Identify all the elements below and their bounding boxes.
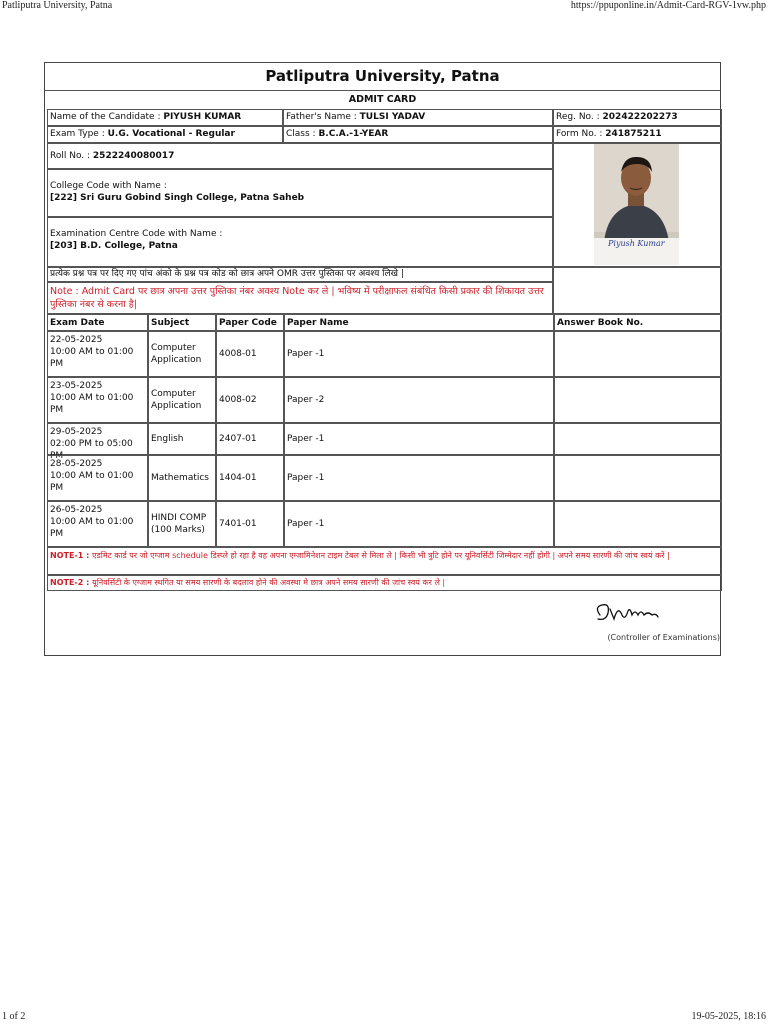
reg-no-label: Reg. No. : <box>556 112 603 122</box>
note-2-label: NOTE-2 : <box>50 578 93 587</box>
class-cell <box>283 126 553 143</box>
centre-cell <box>47 217 553 267</box>
reg-no-cell <box>553 109 722 126</box>
exam-date: 23-05-2025 <box>50 381 103 391</box>
class-value: B.C.A.-1-YEAR <box>318 129 389 139</box>
table-row-paper: Paper -1 <box>284 501 554 547</box>
roll-no-label: Roll No. : <box>50 151 93 161</box>
table-row-subject: English <box>148 423 216 455</box>
centre-label: Examination Centre Code with Name : <box>50 229 223 239</box>
exam-type-label: Exam Type : <box>50 129 108 139</box>
table-row-date <box>47 377 148 423</box>
controller-label: (Controller of Examinations) <box>607 633 720 642</box>
exam-time: 10:00 AM to 01:00 PM <box>50 393 134 415</box>
col-subject: Subject <box>148 314 216 331</box>
note-1-text: एडमिट कार्ड पर जो एग्जाम schedule डिस्प्ले हो रहा है वह अपना एग्जामिनेशन टाइम टेबल से मिला ले | किसी भी त्रुटि होने पर यूनिवर्सिटी जिम्मेदार नहीं होगी | अपने समय सारणी की जांच स्वयं करें | <box>92 551 670 560</box>
table-row-paper: Paper -2 <box>284 377 554 423</box>
page-count: 1 of 2 <box>2 1011 26 1022</box>
form-no-label: Form No. : <box>556 129 606 139</box>
table-row-answer <box>554 455 722 501</box>
note-1-label: NOTE-1 : <box>50 551 93 560</box>
table-row-subject: Mathematics <box>148 455 216 501</box>
college-cell <box>47 169 553 217</box>
col-paper-code: Paper Code <box>216 314 284 331</box>
exam-time: 10:00 AM to 01:00 PM <box>50 471 134 493</box>
exam-time: 02:00 PM to 05:00 PM <box>50 439 133 461</box>
table-row-subject: Computer Application <box>148 377 216 423</box>
table-row-code: 1404-01 <box>216 455 284 501</box>
omr-instruction: प्रत्येक प्रश्न पत्र पर दिए गए पांच अंको के प्रश्न पत्र कोड को छात्र अपने OMR उत्तर पुस्तिका पर अवश्य लिखे | <box>47 267 553 282</box>
table-row-date <box>47 331 148 377</box>
candidate-signature: Piyush Kumar <box>608 239 665 248</box>
class-label: Class : <box>286 129 319 139</box>
father-name: TULSI YADAV <box>359 112 426 122</box>
candidate-name: PIYUSH KUMAR <box>163 112 242 122</box>
admit-card <box>44 62 721 656</box>
centre-name: [203] B.D. College, Patna <box>50 241 178 251</box>
university-title: Patliputra University, Patna <box>45 63 720 91</box>
candidate-name-cell <box>47 109 283 126</box>
controller-signature-icon <box>592 597 662 627</box>
browser-page-title: Patliputra University, Patna <box>2 0 113 11</box>
table-row-paper: Paper -1 <box>284 331 554 377</box>
table-row-date <box>47 423 148 461</box>
table-row-paper: Paper -1 <box>284 423 554 455</box>
college-name: [222] Sri Guru Gobind Singh College, Patna Saheb <box>50 193 305 203</box>
exam-type-cell <box>47 126 283 143</box>
exam-date: 29-05-2025 <box>50 427 103 437</box>
note-answer-book: Note : Admit Card पर छात्र अपना उत्तर पुस्तिका नंबर अवश्य Note कर ले | भविष्य में परीक्षाफल संबंधित किसी प्रकार की शिकायत उत्तर पुस्तिका नंबर से करना है| <box>47 282 553 314</box>
table-row-answer <box>554 377 722 423</box>
table-row-code: 2407-01 <box>216 423 284 455</box>
reg-no: 202422202273 <box>602 112 678 122</box>
table-row-subject: HINDI COMP (100 Marks) <box>148 501 216 547</box>
table-row-answer <box>554 501 722 547</box>
table-row-code: 7401-01 <box>216 501 284 547</box>
exam-date: 28-05-2025 <box>50 459 103 469</box>
father-name-cell <box>283 109 553 126</box>
table-row-date <box>47 501 148 547</box>
note-side-cell <box>553 267 722 314</box>
exam-time: 10:00 AM to 01:00 PM <box>50 517 134 539</box>
father-name-label: Father's Name : <box>286 112 360 122</box>
document-type: ADMIT CARD <box>348 94 417 105</box>
table-row-code: 4008-01 <box>216 331 284 377</box>
college-label: College Code with Name : <box>50 181 167 191</box>
candidate-name-label: Name of the Candidate : <box>50 112 164 122</box>
exam-date: 22-05-2025 <box>50 335 103 345</box>
col-answer-book: Answer Book No. <box>554 314 722 331</box>
roll-no-cell <box>47 143 553 169</box>
table-row-answer <box>554 331 722 377</box>
table-row-paper: Paper -1 <box>284 455 554 501</box>
exam-time: 10:00 AM to 01:00 PM <box>50 347 134 369</box>
table-row-subject: Computer Application <box>148 331 216 377</box>
col-paper-name: Paper Name <box>284 314 554 331</box>
candidate-photo <box>594 144 679 265</box>
col-exam-date: Exam Date <box>47 314 148 331</box>
note-2-text: यूनिवर्सिटी के एग्जाम स्थगित या समय सारणी के बदलाव होने की अवस्था मे छात्र अपने समय सारणी की जांच स्वयं कर ले | <box>92 578 446 587</box>
print-datetime: 19-05-2025, 18:16 <box>691 1011 766 1022</box>
exam-date: 26-05-2025 <box>50 505 103 515</box>
form-no-cell <box>553 126 722 143</box>
table-row-date <box>47 455 148 501</box>
browser-url: https://ppuponline.in/Admit-Card-RGV-1vw.php <box>570 0 766 11</box>
note-2 <box>47 575 722 591</box>
roll-no: 2522240080017 <box>92 151 175 161</box>
table-row-code: 4008-02 <box>216 377 284 423</box>
exam-type: U.G. Vocational - Regular <box>107 129 235 139</box>
note-1 <box>47 547 722 575</box>
table-row-answer <box>554 423 722 455</box>
form-no: 241875211 <box>605 129 662 139</box>
